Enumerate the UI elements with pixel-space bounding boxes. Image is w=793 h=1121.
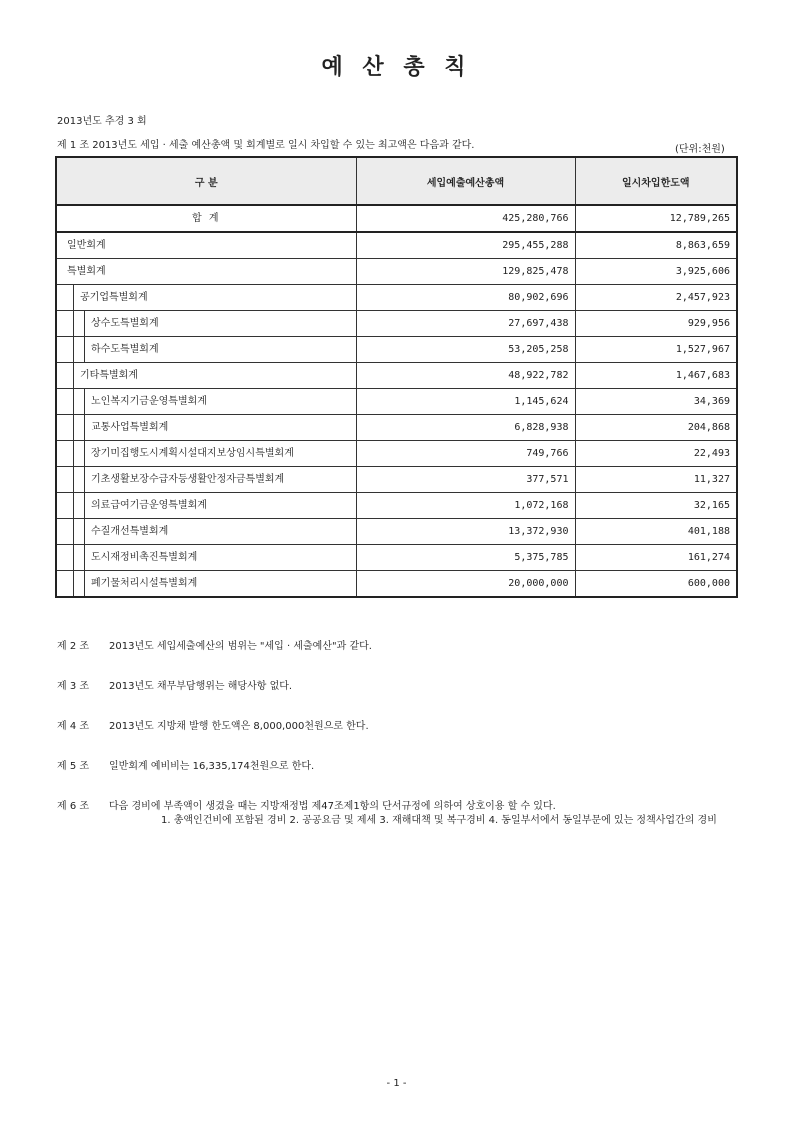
table-row [56, 285, 737, 311]
row-label-cell [56, 441, 356, 467]
table-row [56, 337, 737, 363]
budget-total-value: 53,205,258 [356, 337, 575, 363]
article-text: 일반회계 예비비는 16,335,174천원으로 한다. [109, 761, 315, 772]
budget-total-value: 5,375,785 [356, 545, 575, 571]
row-label: 의료급여기금운영특별회계 [91, 500, 207, 511]
borrowing-limit-value: 161,274 [575, 545, 737, 571]
row-label: 하수도특별회계 [91, 344, 159, 355]
budget-total-value: 48,922,782 [356, 363, 575, 389]
budget-total-value: 13,372,930 [356, 519, 575, 545]
table-row [56, 363, 737, 389]
table-row [56, 493, 737, 519]
row-label: 상수도특별회계 [91, 318, 159, 329]
row-label: 장기미집행도시계획시설대지보상임시특별회계 [91, 448, 294, 459]
table-body [56, 205, 737, 597]
borrowing-limit-value: 204,868 [575, 415, 737, 441]
table-row [56, 545, 737, 571]
article-4 [57, 720, 747, 734]
table-row [56, 389, 737, 415]
article-5 [57, 760, 747, 774]
budget-total-value: 749,766 [356, 441, 575, 467]
row-label-cell [56, 493, 356, 519]
row-label: 공기업특별회계 [80, 292, 148, 303]
row-label-cell [56, 389, 356, 415]
row-label-cell [56, 467, 356, 493]
page-number: - 1 - [386, 1078, 407, 1089]
row-label: 노인복지기금운영특별회계 [91, 396, 207, 407]
budget-total-value: 295,455,288 [356, 232, 575, 259]
row-label-cell [56, 285, 356, 311]
row-label: 도시재정비촉진특별회계 [91, 552, 198, 563]
article-text: 2013년도 지방채 발행 한도액은 8,000,000천원으로 한다. [109, 721, 369, 732]
article-number: 제 4 조 [57, 721, 90, 732]
table-row [56, 467, 737, 493]
row-label: 폐기물처리시설특별회계 [91, 578, 198, 589]
row-label: 합 계 [192, 213, 221, 224]
row-label-cell [56, 415, 356, 441]
row-label-cell [56, 232, 356, 259]
borrowing-limit-value: 8,863,659 [575, 232, 737, 259]
table-row [56, 205, 737, 232]
article-text [109, 800, 747, 828]
table-row [56, 232, 737, 259]
row-label-cell [56, 545, 356, 571]
row-label-cell [56, 363, 356, 389]
row-label-cell [56, 311, 356, 337]
row-label: 기타특별회계 [80, 370, 138, 381]
borrowing-limit-value: 1,467,683 [575, 363, 737, 389]
articles-section [57, 640, 747, 854]
article-number: 제 5 조 [57, 761, 90, 772]
borrowing-limit-value: 3,925,606 [575, 259, 737, 285]
borrowing-limit-value: 1,527,967 [575, 337, 737, 363]
budget-total-value: 27,697,438 [356, 311, 575, 337]
article-text: 2013년도 채무부담행위는 해당사항 없다. [109, 681, 293, 692]
table-row [56, 415, 737, 441]
row-label-cell [56, 571, 356, 598]
row-label: 교통사업특별회계 [91, 422, 169, 433]
borrowing-limit-value: 32,165 [575, 493, 737, 519]
unit-label: (단위:천원) [675, 144, 725, 155]
table-header-row [56, 157, 737, 205]
header-borrowing-limit: 일시차입한도액 [575, 157, 737, 205]
budget-total-value: 6,828,938 [356, 415, 575, 441]
article-6-items: 1. 총액인건비에 포함된 경비 2. 공공요금 및 제세 3. 재해대책 및 복구경비 4. 동일부서에서 동일부문에 있는 정책사업간의 경비 [161, 815, 717, 826]
row-label: 일반회계 [67, 240, 106, 251]
borrowing-limit-value: 2,457,923 [575, 285, 737, 311]
row-label-cell [56, 259, 356, 285]
article-1-text: 제 1 조 2013년도 세입 · 세출 예산총액 및 회계별로 일시 차입할 수 있는 최고액은 다음과 같다. [57, 140, 475, 151]
borrowing-limit-value: 600,000 [575, 571, 737, 598]
table-row [56, 259, 737, 285]
budget-total-value: 1,072,168 [356, 493, 575, 519]
header-budget-total: 세입예출예산총액 [356, 157, 575, 205]
row-label-cell [56, 205, 356, 232]
table-row [56, 311, 737, 337]
article-number: 제 2 조 [57, 641, 90, 652]
row-label-cell [56, 337, 356, 363]
borrowing-limit-value: 34,369 [575, 389, 737, 415]
article-2 [57, 640, 747, 654]
page-title: 예 산 총 칙 [321, 55, 472, 80]
budget-total-value: 129,825,478 [356, 259, 575, 285]
borrowing-limit-value: 22,493 [575, 441, 737, 467]
row-label: 특별회계 [67, 266, 106, 277]
article-number: 제 6 조 [57, 801, 90, 812]
budget-total-value: 1,145,624 [356, 389, 575, 415]
article-6 [57, 800, 747, 828]
budget-total-value: 80,902,696 [356, 285, 575, 311]
borrowing-limit-value: 11,327 [575, 467, 737, 493]
budget-total-value: 20,000,000 [356, 571, 575, 598]
row-label: 수질개선특별회계 [91, 526, 169, 537]
table-row [56, 519, 737, 545]
document-subtitle: 2013년도 추경 3 회 [57, 116, 147, 127]
article-3 [57, 680, 747, 694]
borrowing-limit-value: 12,789,265 [575, 205, 737, 232]
table-row [56, 441, 737, 467]
borrowing-limit-value: 401,188 [575, 519, 737, 545]
budget-total-value: 425,280,766 [356, 205, 575, 232]
article-6-main: 다음 경비에 부족액이 생겼을 때는 지방재정법 제47조제1항의 단서규정에 의하여 상호이용 할 수 있다. [109, 801, 556, 812]
row-label: 기초생활보장수급자등생활안정자금특별회계 [91, 474, 285, 485]
budget-total-value: 377,571 [356, 467, 575, 493]
budget-table [55, 156, 738, 598]
table-row [56, 571, 737, 598]
header-category: 구 분 [56, 157, 356, 205]
article-text: 2013년도 세입세출예산의 범위는 "세입 · 세출예산"과 같다. [109, 641, 372, 652]
row-label-cell [56, 519, 356, 545]
article-number: 제 3 조 [57, 681, 90, 692]
borrowing-limit-value: 929,956 [575, 311, 737, 337]
